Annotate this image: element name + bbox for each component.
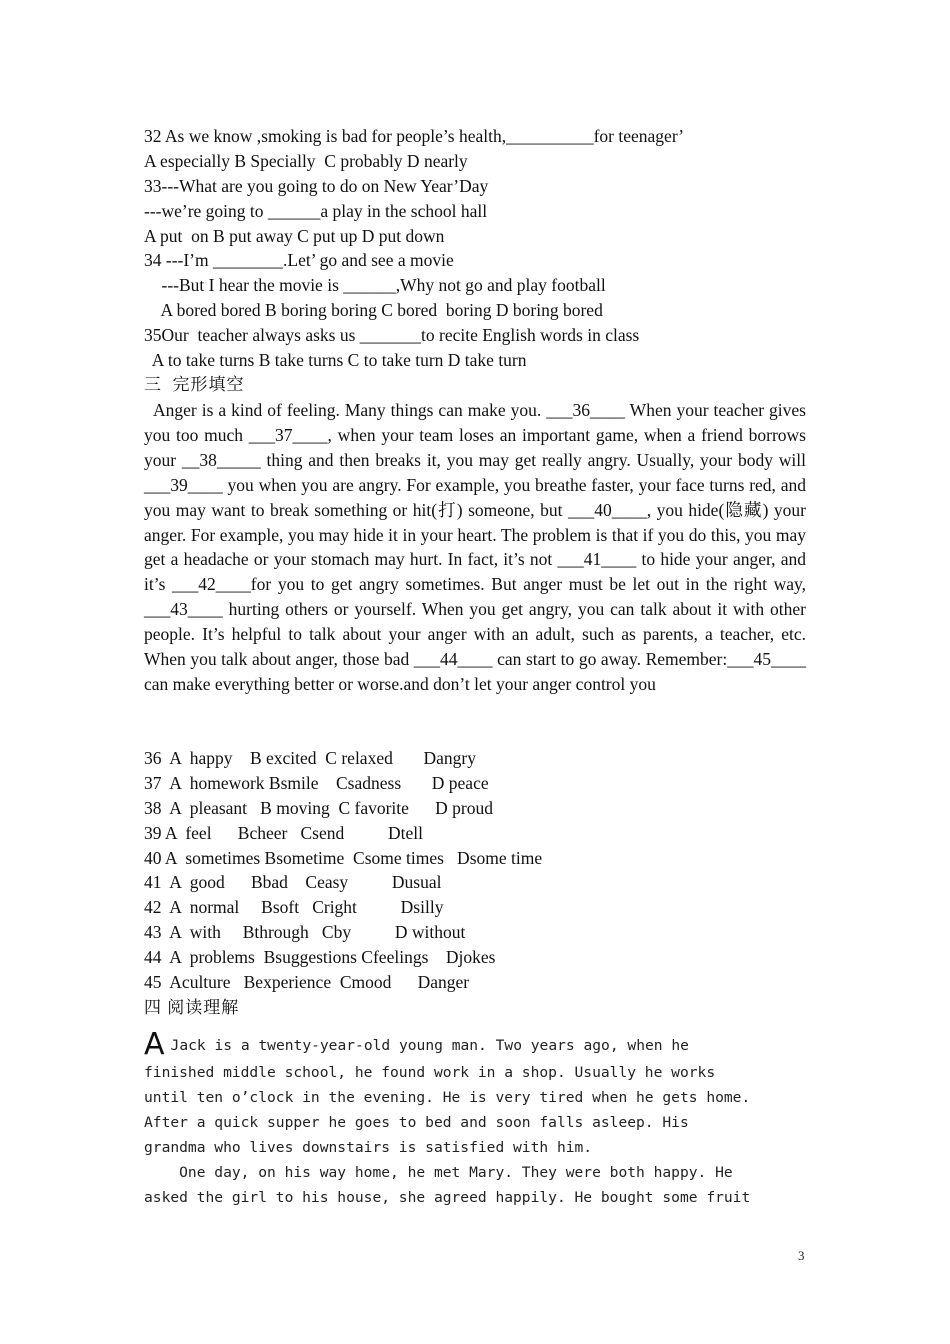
- reading-line: until ten o’clock in the evening. He is very tired when he gets home.: [144, 1089, 751, 1106]
- question-line: ---But I hear the movie is ______,Why not go and play football: [144, 275, 606, 296]
- option-line: 37 A homework Bsmile Csadness D peace: [144, 772, 489, 793]
- question-line: 32 As we know ,smoking is bad for people’s health,__________for teenager’: [144, 126, 685, 146]
- reading-line: finished middle school, he found work in a shop. Usually he works: [144, 1064, 716, 1081]
- option-line: 38 A pleasant B moving C favorite D proud: [144, 797, 493, 818]
- reading-line: asked the girl to his house, she agreed happily. He bought some fruit: [144, 1189, 751, 1206]
- option-line: 40 A sometimes Bsometime Csome times Dsome time: [144, 847, 543, 868]
- question-line: A especially B Specially C probably D nearly: [144, 150, 468, 171]
- reading-line: One day, on his way home, he met Mary. They were both happy. He: [144, 1164, 733, 1181]
- section-heading-reading: 四 阅读理解: [144, 998, 240, 1017]
- question-line: 35Our teacher always asks us _______to recite English words in class: [144, 325, 640, 346]
- multiple-choice-questions: [144, 124, 806, 398]
- reading-line: After a quick supper he goes to bed and soon falls asleep. His: [144, 1114, 689, 1131]
- question-line: A to take turns B take turns C to take turn D take turn: [144, 350, 527, 371]
- option-line: 45 Aculture Bexperience Cmood Danger: [144, 972, 470, 993]
- cloze-options: [144, 746, 806, 995]
- option-line: 41 A good Bbad Ceasy Dusual: [144, 872, 442, 893]
- option-line: 39 A feel Bcheer Csend Dtell: [144, 822, 423, 843]
- passage-label: A: [144, 1027, 165, 1062]
- option-line: 42 A normal Bsoft Cright Dsilly: [144, 897, 444, 918]
- reading-first-line: [144, 1027, 806, 1062]
- cloze-passage: Anger is a kind of feeling. Many things can make you. ___36____ When your teacher gives you too much ___37____, when your team loses an important game, when a friend borrows your __38_____ thing and then breaks it, you may get really angry. Usually, your body will ___39____ you when you are angry. For example, you breathe faster, your face turns red, and you may want to break something or hit(打) someone, but ___40____, you hide(隐藏) your anger. For example, you may hide it in your heart. The problem is that if you do this, you may get a headache or your stomach may hurt. In fact, it’s not ___41____ to hide your anger, and it’s ___42____for you to get angry sometimes. But anger must be let out in the right way, ___43____ hurting others or yourself. When you get angry, you can talk about it with other people. It’s helpful to talk about your anger with an adult, such as parents, a teacher, etc. When you talk about anger, those bad ___44____ can start to go away. Remember:___45____ can make everything better or worse.and don’t let your anger control you: [144, 400, 806, 694]
- reading-line: grandma who lives downstairs is satisfied with him.: [144, 1139, 593, 1156]
- reading-line: Jack is a twenty-year-old young man. Two years ago, when he: [170, 1037, 689, 1054]
- option-line: 36 A happy B excited C relaxed Dangry: [144, 748, 476, 768]
- question-line: 33---What are you going to do on New Year’Day: [144, 175, 489, 196]
- option-line: 44 A problems Bsuggestions Cfeelings Djokes: [144, 947, 496, 968]
- option-line: 43 A with Bthrough Cby D without: [144, 922, 466, 943]
- page-number: 3: [798, 1248, 805, 1263]
- question-line: ---we’re going to ______a play in the school hall: [144, 200, 488, 221]
- question-line: A bored bored B boring boring C bored boring D boring bored: [144, 300, 603, 321]
- question-line: 34 ---I’m ________.Let’ go and see a movie: [144, 250, 454, 271]
- question-line: A put on B put away C put up D put down: [144, 225, 445, 246]
- section-heading-cloze: 三 完形填空: [144, 374, 245, 394]
- reading-passage-a: [144, 1027, 806, 1210]
